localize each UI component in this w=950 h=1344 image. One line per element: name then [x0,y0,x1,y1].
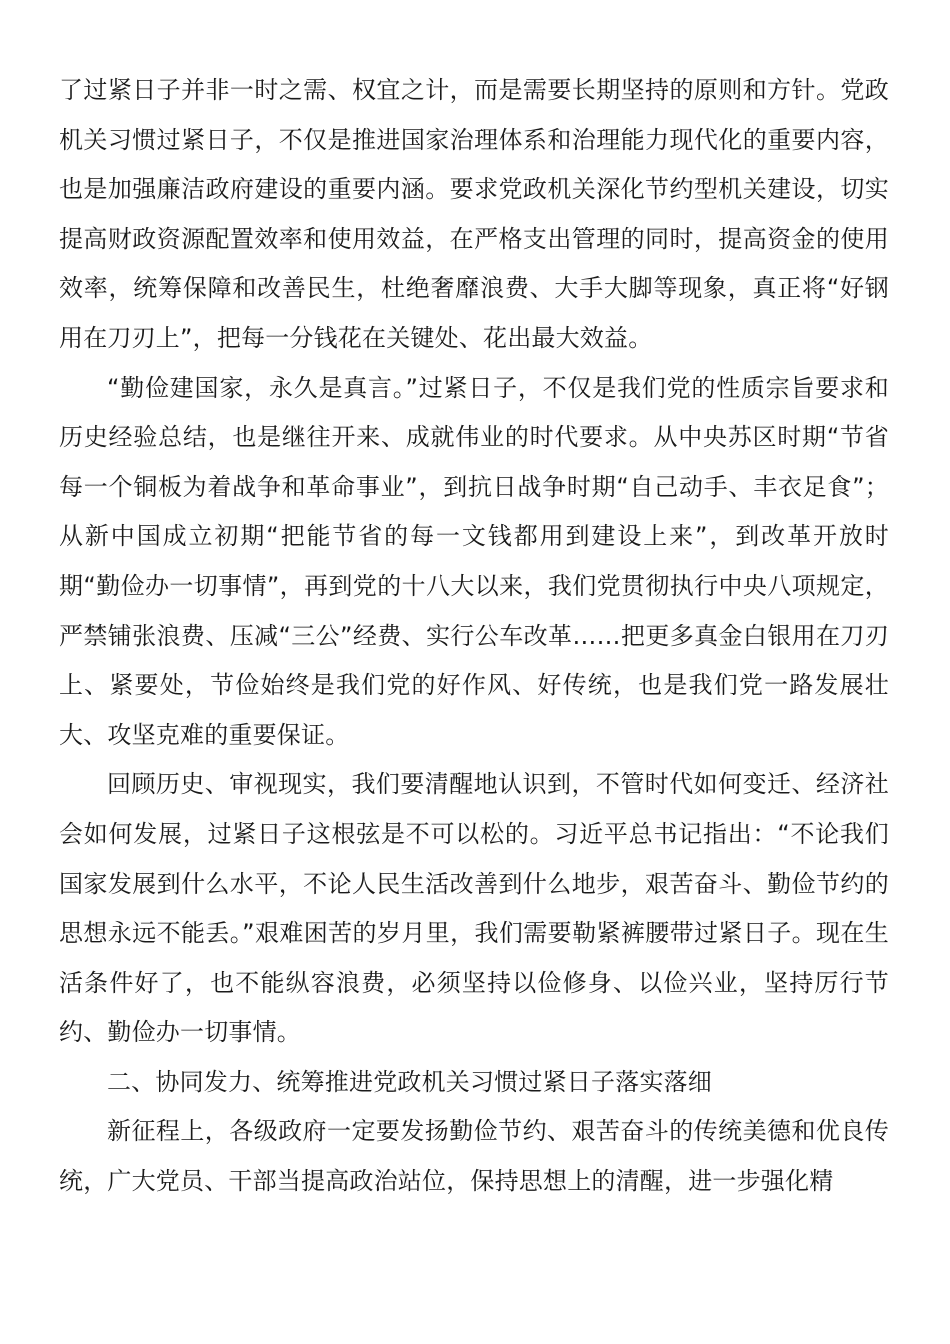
paragraph-continuation: 了过紧日子并非一时之需、权宜之计，而是需要长期坚持的原则和方针。党政机关习惯过紧日子，不仅是推进国家治理体系和治理能力现代化的重要内容，也是加强廉洁政府建设的重要内涵。要求党政机关深化节约型机关建设，切实提高财政资源配置效率和使用效益，在严格支出管理的同时，提高资金的使用效率，统筹保障和改善民生，杜绝奢靡浪费、大手大脚等现象，真正将“好钢用在刀刃上”，把每一分钱花在关键处、花出最大效益。 [59,76,889,352]
section-heading: 二、协同发力、统筹推进党政机关习惯过紧日子落实落细 [107,1067,712,1096]
document-body [59,66,889,1207]
paragraph-history: “勤俭建国家，永久是真言。”过紧日子，不仅是我们党的性质宗旨要求和历史经验总结，也是继往开来、成就伟业的时代要求。从中央苏区时期“节省每一个铜板为着战争和革命事业”，到抗日战争时期“自己动手、丰衣足食”；从新中国成立初期“把能节省的每一文钱都用到建设上来”，到改革开放时期“勤俭办一切事情”，再到党的十八大以来，我们党贯彻执行中央八项规定，严禁铺张浪费、压减“三公”经费、实行公车改革……把更多真金白银用在刀刃上、紧要处，节俭始终是我们党的好作风、好传统，也是我们党一路发展壮大、攻坚克难的重要保证。 [59,373,889,749]
paragraph-reality: 回顾历史、审视现实，我们要清醒地认识到，不管时代如何变迁、经济社会如何发展，过紧日子这根弦是不可以松的。习近平总书记指出：“不论我们国家发展到什么水平，不论人民生活改善到什么地步，艰苦奋斗、勤俭节约的思想永远不能丢。”艰难困苦的岁月里，我们需要勒紧裤腰带过紧日子。现在生活条件好了，也不能纵容浪费，必须坚持以俭修身、以俭兴业，坚持厉行节约、勤俭办一切事情。 [59,770,889,1047]
paragraph-new-journey: 新征程上，各级政府一定要发扬勤俭节约、艰苦奋斗的传统美德和优良传统，广大党员、干部当提高政治站位，保持思想上的清醒，进一步强化精 [59,1117,889,1196]
